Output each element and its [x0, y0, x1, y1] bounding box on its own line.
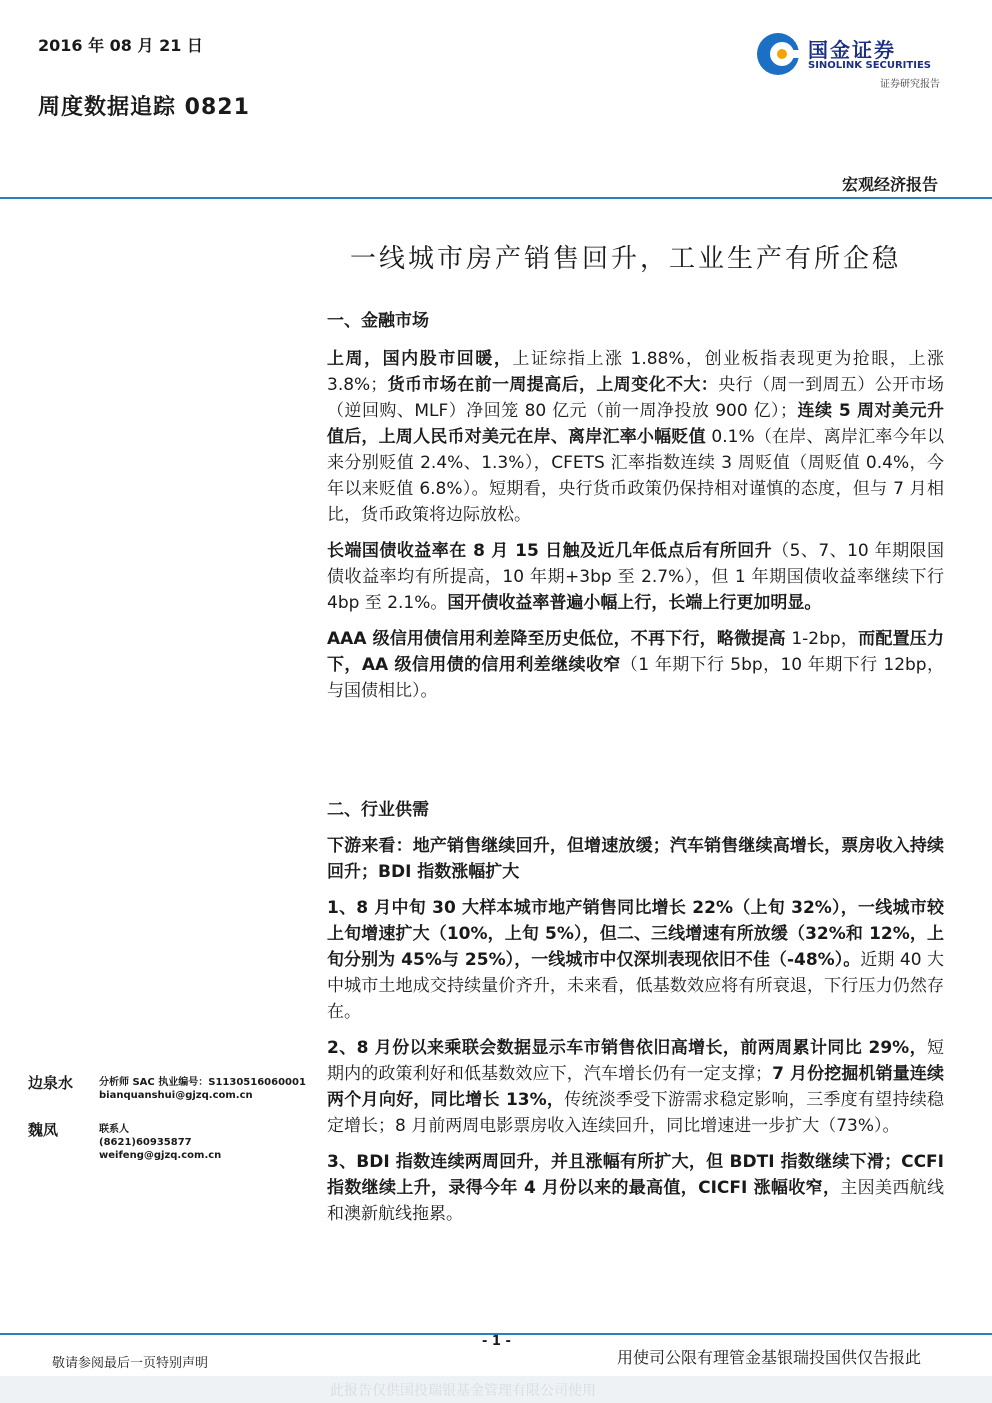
bold-text-run: 上周，国内股市回暖，	[327, 349, 513, 369]
document-title: 一线城市房产销售回升，工业生产有所企稳	[350, 244, 902, 274]
bold-text-run: 国开债收益率普遍小幅上行，长端上行更加明显。	[447, 593, 822, 613]
bold-text-run: 7 月份挖掘机销量连续两个月向好，同比增长 13%，	[327, 1064, 944, 1110]
text-run: 传统淡季受下游需求稳定影响，三季度有望持续稳定增长；8 月前两周电影票房收入连续回升，同比增速进一步扩大（73%）。	[327, 1090, 945, 1136]
bold-text-run: AAA 级信用债信用利差降至历史低位，不再下行，略微提高	[327, 629, 786, 649]
report-series-title: 周度数据追踪 0821	[38, 95, 250, 120]
paragraph	[327, 538, 944, 616]
sinolink-logo-icon	[756, 32, 800, 76]
bold-text-run: 3、BDI 指数连续两周回升，并且涨幅有所扩大，但 BDTI 指数继续下滑；CCFI 指数继续上升，录得今年 4 月份以来的最高值，CICFI 涨幅收窄，	[327, 1152, 944, 1198]
text-run: 近期 40 大中城市土地成交持续量价齐升，未来看，低基数效应将有所衰退，下行压力仍然存在。	[327, 950, 944, 1022]
contact-email: weifeng@gjzq.com.cn	[99, 1150, 222, 1161]
paragraph	[327, 833, 944, 885]
logo-subtitle: 证券研究报告	[880, 79, 940, 90]
section-industry-supply-demand	[327, 797, 944, 1237]
section-financial-markets	[327, 308, 944, 714]
logo-text-cn: 国金证券	[808, 38, 896, 62]
text-run: 主因美西航线和澳新航线拖累。	[327, 1178, 944, 1224]
disclaimer-note: 敬请参阅最后一页特别声明	[52, 1356, 209, 1371]
contact-name: 魏凤	[28, 1121, 59, 1139]
bold-text-run: 1、8 月中旬 30 大样本城市地产销售同比增长 22%（上旬 32%），一线城市较上旬增速扩大（10%，上旬 5%），但二、三线增速有所放缓（32%和 12%，上旬分别为 45%与 25%），一线城市中仅深圳表现依旧不佳（-48%）。	[327, 898, 944, 970]
logo-text-en: SINOLINK SECURITIES	[808, 60, 931, 71]
footer-usage-note: 用使司公限有理管金基银瑞投国供仅告报此	[617, 1348, 922, 1367]
analyst-name: 边泉水	[28, 1074, 74, 1092]
bold-text-run: 2、8 月份以来乘联会数据显示车市销售依旧高增长，前两周累计同比 29%，	[327, 1038, 927, 1058]
report-date: 2016 年 08 月 21 日	[38, 36, 203, 55]
section-heading: 二、行业供需	[327, 800, 429, 820]
section-heading: 一、金融市场	[327, 311, 429, 331]
analyst-email: bianquanshui@gjzq.com.cn	[99, 1090, 253, 1101]
paragraph	[327, 1149, 944, 1227]
analyst-sac-id: 分析师 SAC 执业编号：S1130516060001	[99, 1077, 306, 1088]
paragraph	[327, 895, 944, 1025]
bold-text-run: 长端国债收益率在 8 月 15 日触及近几年低点后有所回升	[327, 541, 773, 561]
paragraph	[327, 346, 944, 528]
bold-text-run: 连续 5 周对美元升值后，上周人民币对美元在岸、离岸汇率小幅贬值	[327, 401, 944, 447]
page-number: - 1 -	[482, 1334, 511, 1349]
company-logo	[756, 32, 948, 92]
header-divider	[0, 197, 992, 199]
text-run: 1-2bp，	[785, 629, 859, 649]
analyst-contact	[99, 1076, 306, 1102]
contact-role: 联系人	[99, 1124, 129, 1135]
contact-info	[99, 1123, 221, 1162]
text-run: 上证综指上涨 1.88%，创业板指表现更为抢眼，上涨 3.8%；	[327, 349, 944, 395]
text-run: （1 年期下行 5bp，10 年期下行 12bp，与国债相比）。	[327, 655, 944, 701]
paragraph	[327, 1035, 944, 1139]
text-run: （5、7、10 年期限国债收益率均有所提高，10 年期+3bp 至 2.7%），但 1 年期国债收益率继续下行 4bp 至 2.1%。	[327, 541, 944, 613]
bold-text-run: 货币市场在前一周提高后，上周变化不大：	[387, 375, 719, 395]
bold-text-run: 而配置压力下，AA 级信用债的信用利差继续收窄	[327, 629, 944, 675]
paragraph	[327, 626, 944, 704]
text-run: 0.1%（在岸、离岸汇率今年以来分别贬值 2.4%、1.3%），CFETS 汇率指数连续 3 周贬值（周贬值 0.4%，今年以来贬值 6.8%）。短期看，央行货币政策仍保持相对谨慎的态度，但与 7 月相比，货币政策将边际放松。	[327, 427, 945, 525]
contact-phone: (8621)60935877	[99, 1137, 192, 1148]
report-category: 宏观经济报告	[841, 175, 938, 194]
bold-text-run: 下游来看：地产销售继续回升，但增速放缓；汽车销售继续高增长，票房收入持续回升；BDI 指数涨幅扩大	[327, 836, 944, 882]
text-run: 短期内的政策利好和低基数效应下，汽车增长仍有一定支撑；	[327, 1038, 944, 1084]
footer-watermark: 此报告仅供国投瑞银基金管理有限公司使用	[330, 1383, 596, 1399]
text-run: 央行（周一到周五）公开市场（逆回购、MLF）净回笼 80 亿元（前一周净投放 900 亿）；	[327, 375, 945, 421]
